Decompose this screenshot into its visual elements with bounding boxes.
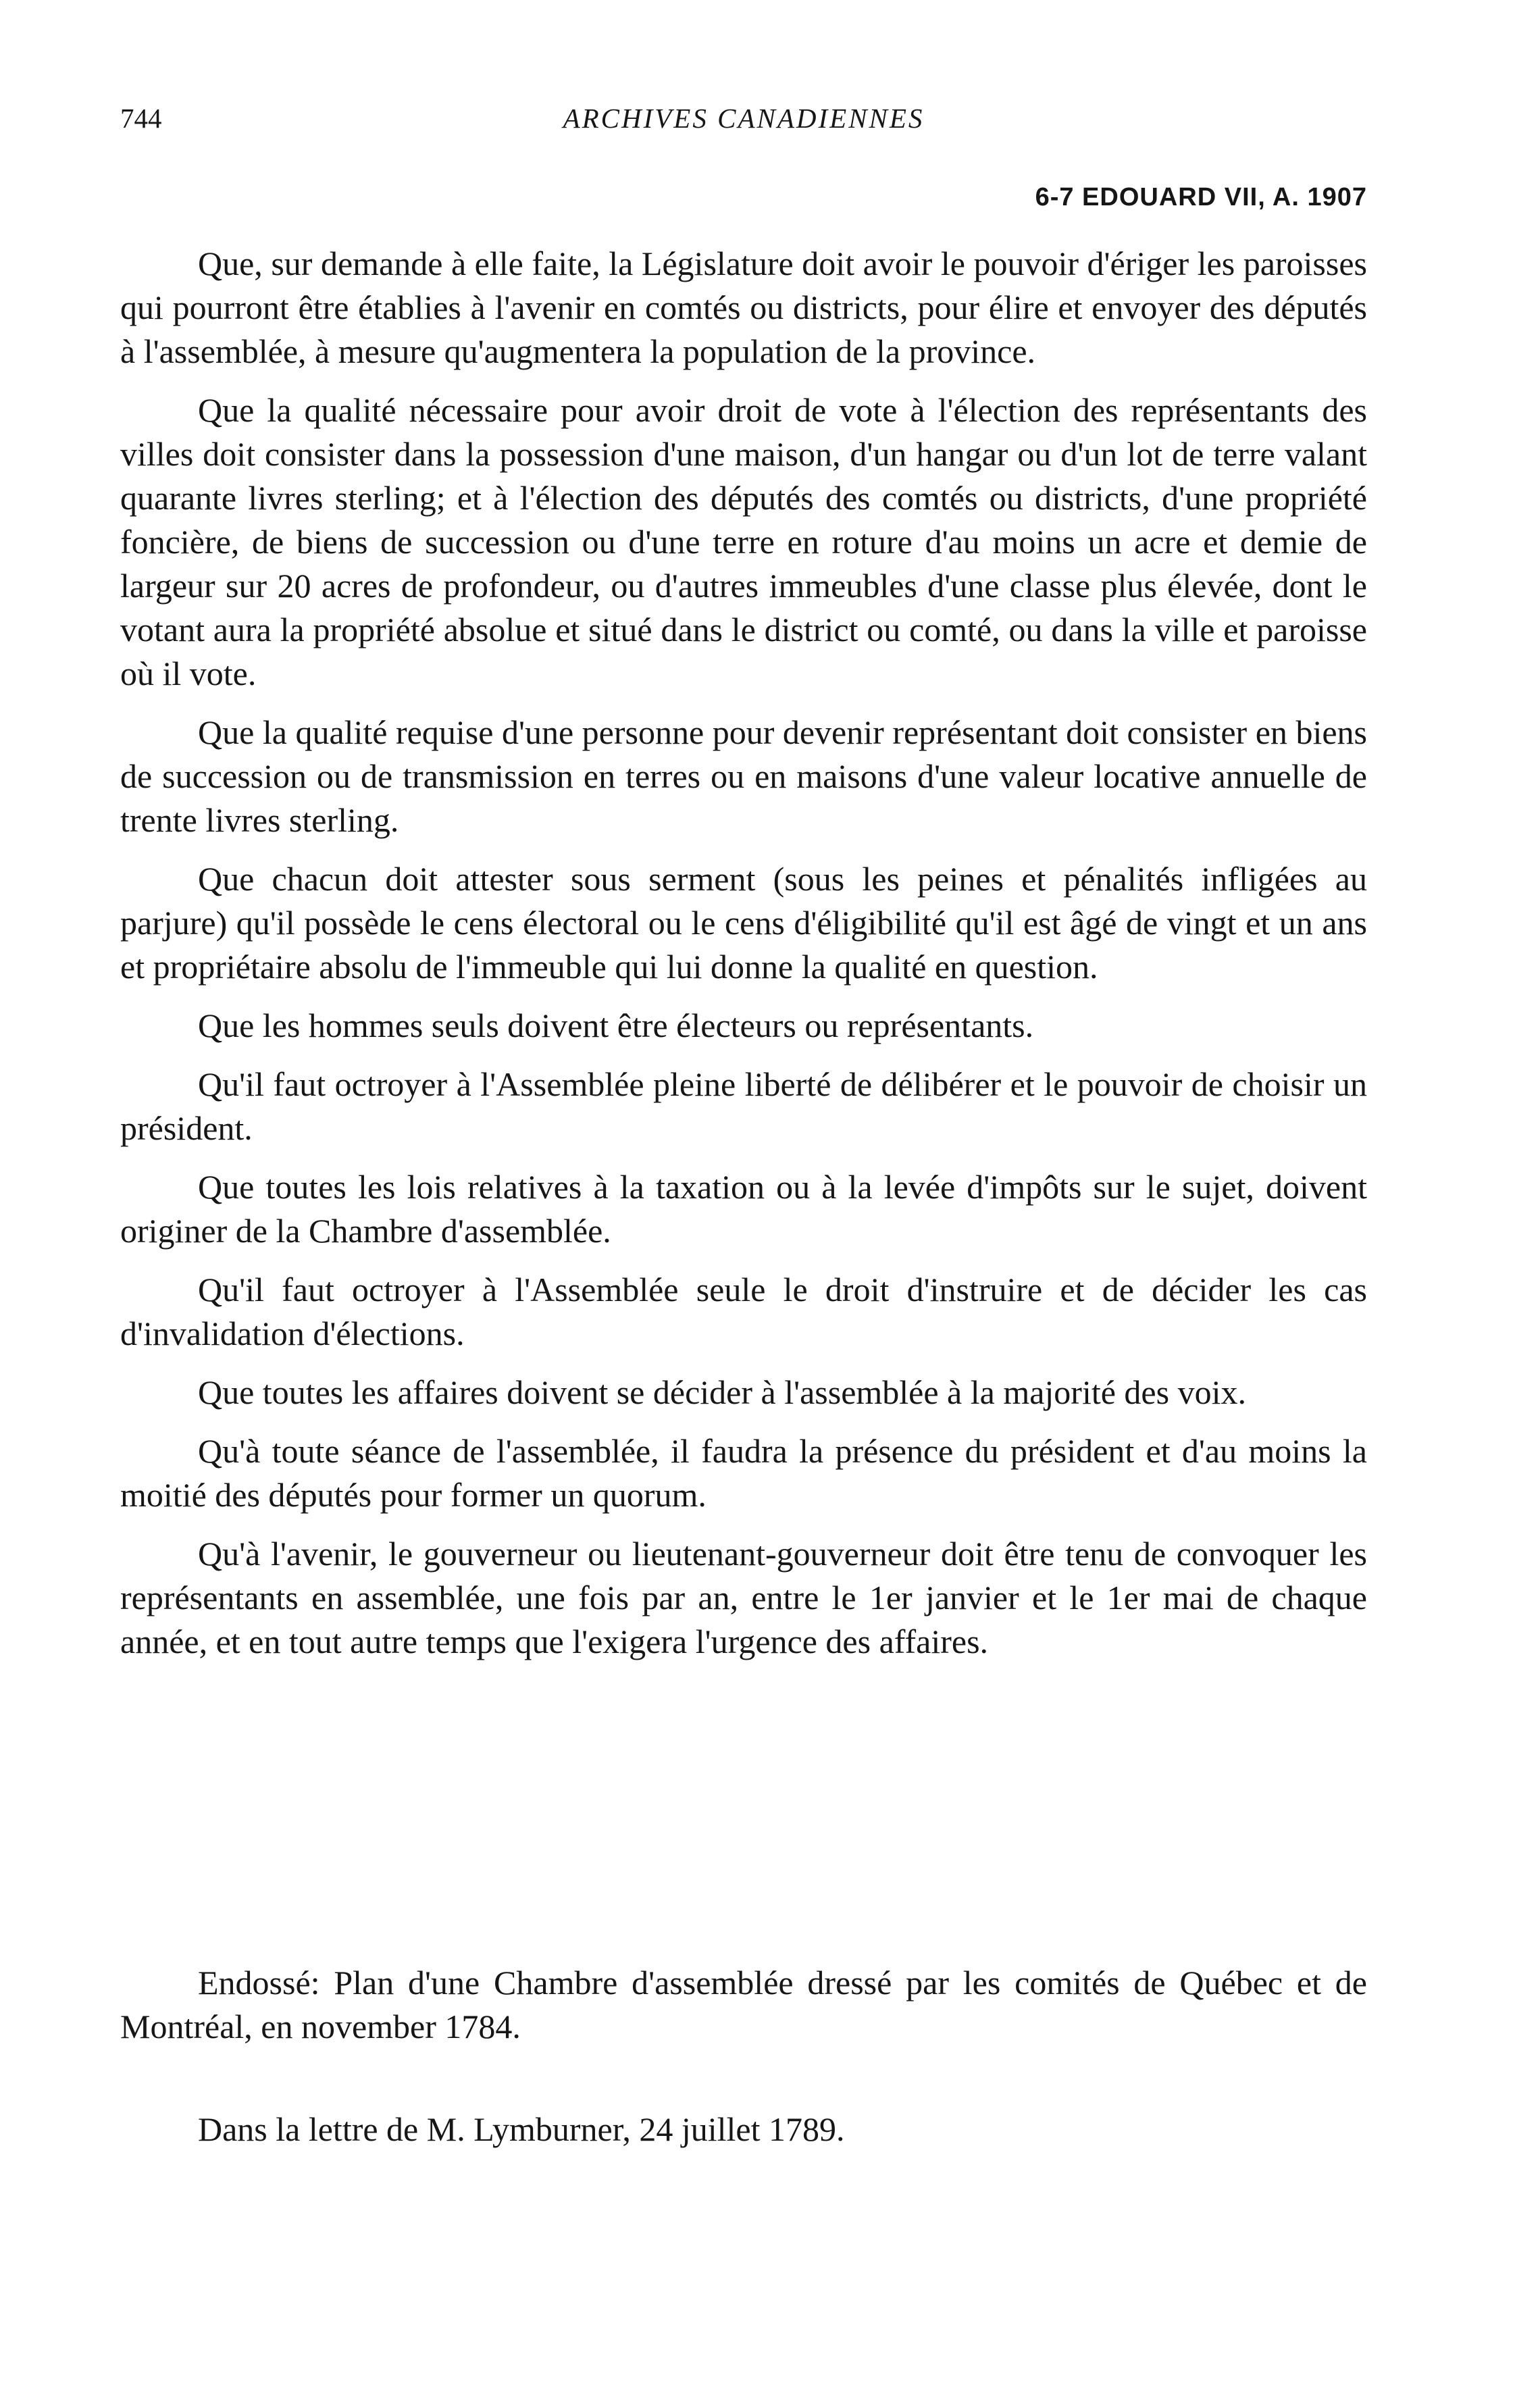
paragraph-quorum: Qu'à toute séance de l'assemblée, il faudra la présence du président et d'au moins la moitié des députés pour former un quorum. — [120, 1432, 1367, 1514]
endorsement-text: Endossé: Plan d'une Chambre d'assemblée dressé par les comités de Québec et de Montréal, en november 1784. — [120, 1964, 1367, 2045]
paragraph-men-only: Que les hommes seuls doivent être électeurs ou représentants. — [198, 1006, 1034, 1044]
paragraph-annual-convocation: Qu'à l'avenir, le gouverneur ou lieutenant-gouverneur doit être tenu de convoquer les représentants en assemblée, une fois par an, entre le 1er janvier et le 1er mai de chaque année, et en tout autre temps que l'exigera l'urgence des affaires. — [120, 1535, 1367, 1660]
paragraph-contested-elections: Qu'il faut octroyer à l'Assemblée seule le droit d'instruire et de décider les cas d'invalidation d'élections. — [120, 1271, 1367, 1352]
paragraph-taxation-laws: Que toutes les lois relatives à la taxation ou à la levée d'impôts sur le sujet, doivent originer de la Chambre d'assemblée. — [120, 1168, 1367, 1250]
session-reference: 6-7 EDOUARD VII, A. 1907 — [1035, 183, 1367, 211]
paragraph-representative-qualification: Que la qualité requise d'une personne pour devenir représentant doit consister en biens de succession ou de transmission en terres ou en maisons d'une valeur locative annuelle de trente livres sterling. — [120, 713, 1367, 839]
paragraph-parishes: Que, sur demande à elle faite, la Législature doit avoir le pouvoir d'ériger les paroisses qui pourront être établies à l'avenir en comtés ou districts, pour élire et envoyer des députés à l'assemblée, à mesure qu'augmentera la population de la province. — [120, 245, 1367, 370]
running-title: ARCHIVES CANADIENNES — [563, 103, 925, 134]
document-body — [120, 242, 1367, 1679]
page-number: 744 — [120, 103, 162, 134]
paragraph-liberty-of-debate: Qu'il faut octroyer à l'Assemblée pleine liberté de délibérer et le pouvoir de choisir un président. — [120, 1065, 1367, 1147]
running-header — [120, 95, 1367, 142]
letter-reference: Dans la lettre de M. Lymburner, 24 juillet 1789. — [198, 2110, 845, 2148]
endorsement-note — [120, 1961, 1367, 2049]
paragraph-oath: Que chacun doit attester sous serment (sous les peines et pénalités infligées au parjure) qu'il possède le cens électoral ou le cens d'éligibilité qu'il est âgé de vingt et un ans et propriétaire absolu de l'immeuble qui lui donne la qualité en question. — [120, 860, 1367, 986]
paragraph-majority-vote: Que toutes les affaires doivent se décider à l'assemblée à la majorité des voix. — [198, 1373, 1246, 1411]
paragraph-voting-qualification: Que la qualité nécessaire pour avoir droit de vote à l'élection des représentants des villes doit consister dans la possession d'une maison, d'un hangar ou d'un lot de terre valant quarante livres sterling; et à l'élection des députés des comtés ou districts, d'une propriété foncière, de biens de succession ou d'une terre en roture d'au moins un acre et demie de largeur sur 20 acres de profondeur, ou d'autres immeubles d'une classe plus élevée, dont le votant aura la propriété absolue et situé dans le district ou comté, ou dans la ville et paroisse où il vote. — [120, 391, 1367, 692]
